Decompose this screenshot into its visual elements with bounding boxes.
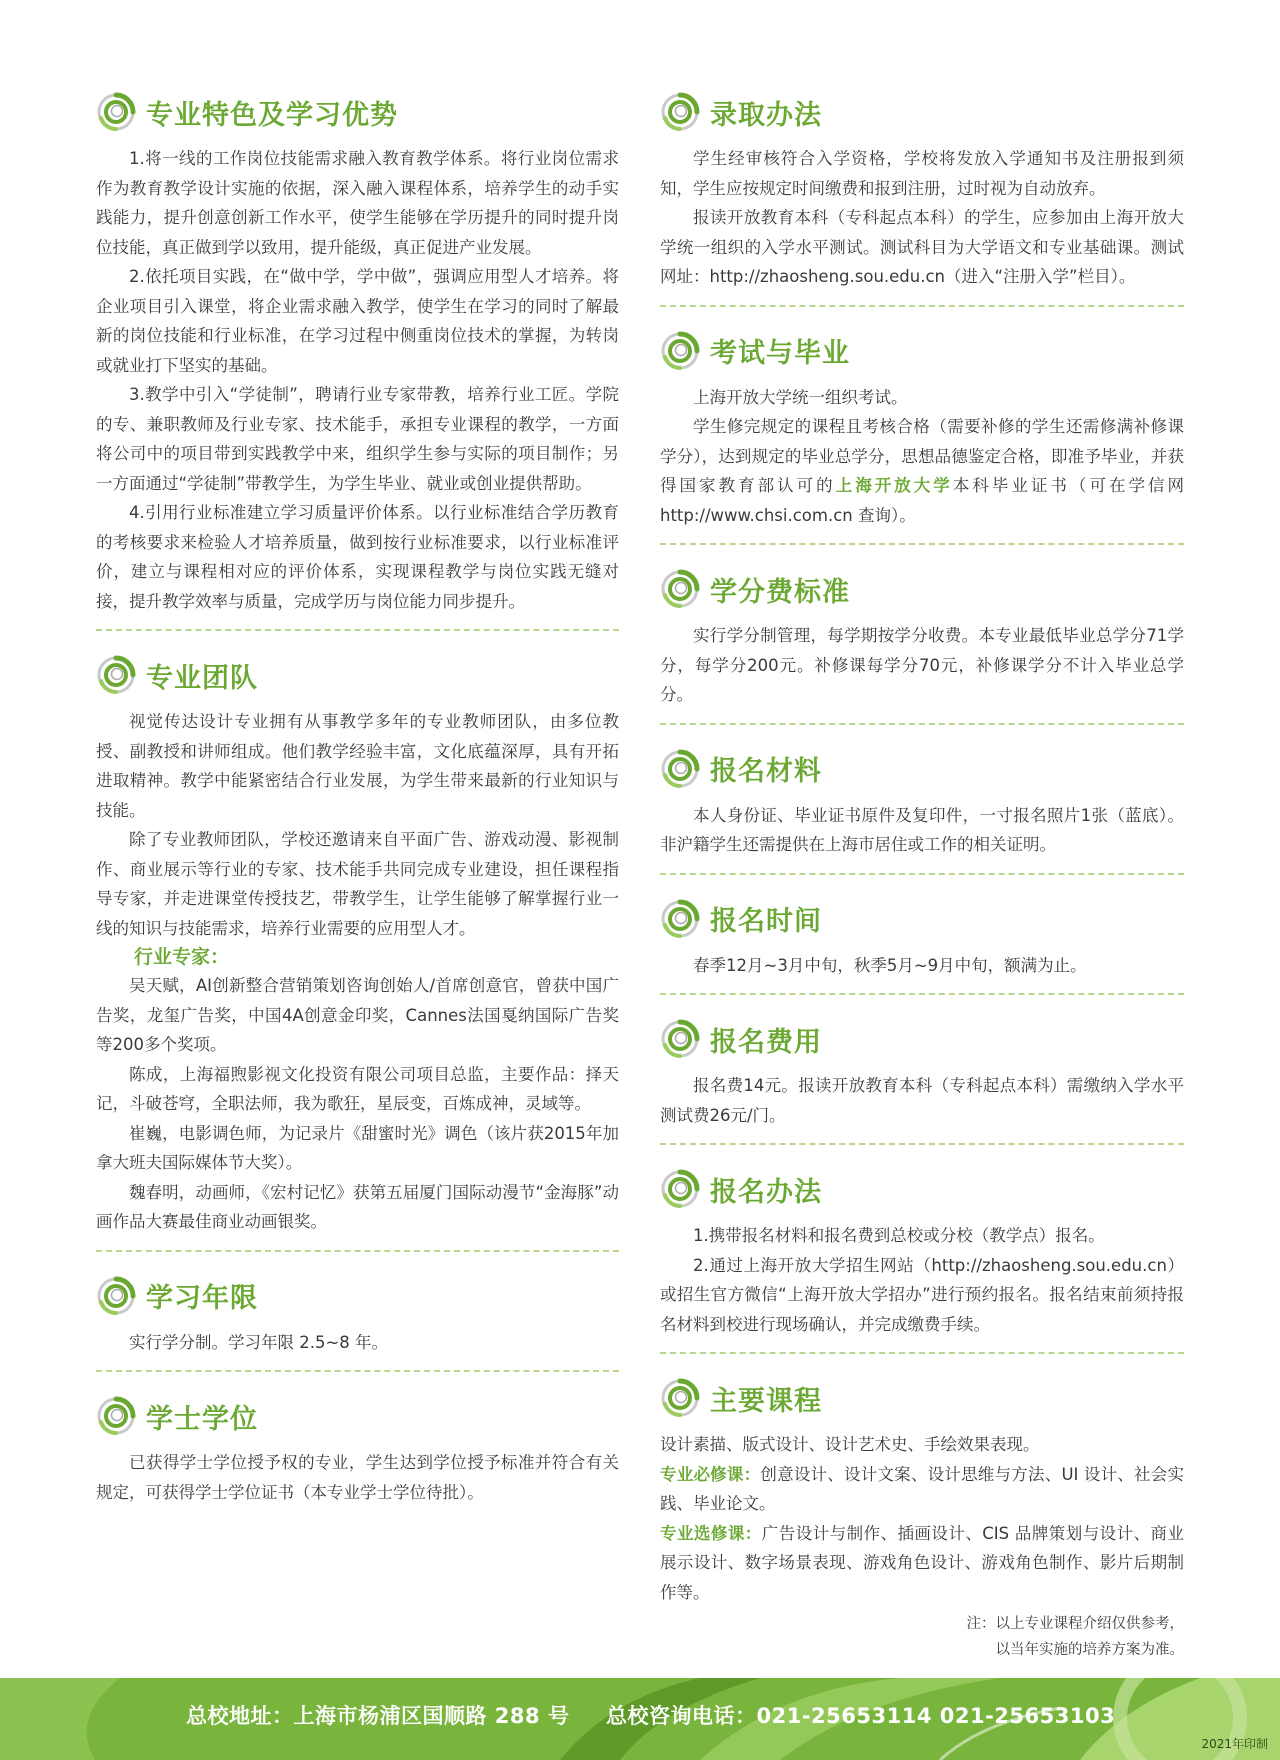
paragraph: 除了专业教师团队，学校还邀请来自平面广告、游戏动漫、影视制作、商业展示等行业的专家、技术能手共同完成专业建设，担任课程指导专家，并走进课堂传授技艺，带教学生，让学生能够了解掌握行业一线的知识与技能需求，培养行业需要的应用型人才。 (96, 830, 619, 938)
paragraph: 本人身份证、毕业证书原件及复印件，一寸报名照片1张（蓝底）。非沪籍学生还需提供在上海市居住或工作的相关证明。 (660, 805, 1184, 854)
expert-item: 吴天赋，AI创新整合营销策划咨询创始人/首席创意官，曾获中国广告奖，龙玺广告奖，中国4A创意金印奖，Cannes法国戛纳国际广告奖等200多个奖项。 (96, 976, 619, 1054)
print-year: 2021年印制 (1201, 1737, 1268, 1751)
paragraph: 已获得学士学位授予权的专业，学生达到学位授予标准并符合有关规定，可获得学士学位证书（本专业学士学位待批）。 (96, 1453, 619, 1502)
green-swirl-icon (660, 1019, 700, 1059)
green-swirl-icon (96, 655, 136, 695)
highlight-university: 上海开放大学 (835, 476, 953, 495)
section-title: 主要课程 (710, 1385, 822, 1417)
dashed-divider (660, 543, 1184, 545)
course-note (660, 1611, 1184, 1663)
section-header (660, 743, 1184, 795)
dashed-divider (660, 873, 1184, 875)
section-title: 学士学位 (146, 1403, 258, 1435)
section-materials (660, 743, 1184, 860)
section-header (660, 563, 1184, 615)
green-swirl-icon (96, 92, 136, 132)
section-admission (660, 86, 1184, 292)
paragraph (660, 412, 1184, 530)
dashed-divider (96, 1370, 619, 1372)
green-swirl-icon (660, 1378, 700, 1418)
section-title: 录取办法 (710, 99, 822, 131)
note-line: 以当年实施的培养方案为准。 (995, 1642, 1184, 1658)
note-line: 注：以上专业课程介绍仅供参考， (966, 1616, 1184, 1632)
section-team (96, 649, 619, 1237)
school-address: 总校地址：上海市杨浦区国顺路 288 号 (186, 1704, 570, 1728)
section-title: 专业特色及学习优势 (146, 99, 398, 131)
section-title: 报名办法 (710, 1176, 822, 1208)
paragraph: 春季12月~3月中旬，秋季5月~9月中旬，额满为止。 (693, 955, 1087, 975)
section-header (96, 649, 619, 701)
required-courses-text: 创意设计、设计文案、设计思维与方法、UI 设计、社会实践、毕业论文。 (660, 1464, 1184, 1513)
section-credit-fee (660, 563, 1184, 710)
section-header (660, 325, 1184, 377)
dashed-divider (660, 1352, 1184, 1354)
section-title: 报名费用 (710, 1026, 822, 1058)
expert-item: 陈成，上海福煦影视文化投资有限公司项目总监，主要作品：择天记，斗破苍穹，全职法师，我为歌狂，星辰变，百炼成神，灵域等。 (96, 1064, 619, 1113)
right-column (660, 86, 1184, 1663)
elective-courses (660, 1519, 1184, 1608)
required-courses (660, 1460, 1184, 1519)
section-degree (96, 1390, 619, 1507)
footer-bar (0, 1678, 1280, 1760)
section-title: 学分费标准 (710, 576, 850, 608)
paragraph: 报读开放教育本科（专科起点本科）的学生，应参加由上海开放大学统一组织的入学水平测试。测试科目为大学语文和专业基础课。测试网址：http://zhaosheng.sou.edu.cn（进入“注册入学”栏目）。 (660, 208, 1184, 286)
green-swirl-icon (660, 749, 700, 789)
experts-heading: 行业专家： (134, 946, 230, 968)
dashed-divider (660, 723, 1184, 725)
paragraph: 1.将一线的工作岗位技能需求融入教育教学体系。将行业岗位需求作为教育教学设计实施的依据，深入融入课程体系，培养学生的动手实践能力，提升创意创新工作水平，使学生能够在学历提升的同时提升岗位技能，真正做到学以致用，提升能级，真正促进产业发展。 (96, 149, 619, 257)
section-registration-fee (660, 1013, 1184, 1130)
dashed-divider (96, 629, 619, 631)
section-registration-method (660, 1163, 1184, 1339)
section-title: 报名时间 (710, 906, 822, 937)
section-header (660, 1163, 1184, 1215)
green-swirl-icon (96, 1276, 136, 1316)
elective-courses-text: 广告设计与制作、插画设计、CIS 品牌策划与设计、商业展示设计、数字场景表现、游戏角色设计、游戏角色制作、影片后期制作等。 (660, 1523, 1185, 1602)
dashed-divider (660, 305, 1184, 307)
text-run: 本科毕业证书（可在学信网 http://www.chsi.com.cn 查询）。 (660, 476, 1185, 525)
left-column (96, 86, 619, 1507)
paragraph: 设计素描、版式设计、设计艺术史、手绘效果表现。 (660, 1435, 1040, 1454)
green-swirl-icon (660, 92, 700, 132)
green-swirl-icon (660, 569, 700, 609)
section-duration (96, 1270, 619, 1358)
section-main-courses (660, 1372, 1184, 1663)
paragraph: 2.通过上海开放大学招生网站（http://zhaosheng.sou.edu.cn）或招生官方微信“上海开放大学招办”进行预约报名。报名结束前须持报名材料到校进行现场确认，并完成缴费手续。 (660, 1255, 1184, 1334)
required-courses-label: 专业必修课： (660, 1464, 761, 1484)
paragraph: 1.携带报名材料和报名费到总校或分校（教学点）报名。 (693, 1226, 1105, 1245)
elective-courses-label: 专业选修课： (660, 1523, 762, 1543)
expert-item: 崔巍，电影调色师，为记录片《甜蜜时光》调色（该片获2015年加拿大班夫国际媒体节大奖）。 (96, 1123, 619, 1172)
green-swirl-icon (660, 331, 700, 371)
paragraph: 4.引用行业标准建立学习质量评价体系。以行业标准结合学历教育的考核要求来检验人才培养质量，做到按行业标准要求，以行业标准评价，建立与课程相对应的评价体系，实现课程教学与岗位实践无缝对接，提升教学效率与质量，完成学历与岗位能力同步提升。 (96, 503, 619, 611)
expert-item: 魏春明，动画师，《宏村记忆》获第五届厦门国际动漫节“金海豚”动画作品大赛最佳商业动画银奖。 (96, 1182, 619, 1231)
section-header (660, 1372, 1184, 1424)
section-header (660, 893, 1184, 945)
paragraph: 3.教学中引入“学徒制”，聘请行业专家带教，培养行业工匠。学院的专、兼职教师及行业专家、技术能手，承担专业课程的教学，一方面将公司中的项目带到实践教学中来，组织学生参与实际的项目制作；另一方面通过“学徒制”带教学生，为学生毕业、就业或创业提供帮助。 (96, 385, 619, 493)
section-header (96, 1270, 619, 1322)
green-swirl-icon (660, 1169, 700, 1209)
paragraph: 上海开放大学统一组织考试。 (693, 387, 908, 407)
section-title: 报名材料 (710, 756, 822, 787)
section-header (660, 1013, 1184, 1065)
section-title: 专业团队 (146, 662, 258, 694)
section-title: 学习年限 (146, 1283, 258, 1314)
green-swirl-icon (96, 1396, 136, 1436)
section-registration-time (660, 893, 1184, 981)
section-exam-graduation (660, 325, 1184, 531)
green-swirl-icon (660, 899, 700, 939)
paragraph: 2.依托项目实践，在“做中学，学中做”，强调应用型人才培养。将企业项目引入课堂，将企业需求融入教学，使学生在学习的同时了解最新的岗位技能和行业标准，在学习过程中侧重岗位技术的掌握，为转岗或就业打下坚实的基础。 (96, 267, 619, 375)
section-features (96, 86, 619, 616)
paragraph: 实行学分制。学习年限 2.5~8 年。 (129, 1332, 389, 1352)
school-phone: 总校咨询电话：021-25653114 021-25653103 (606, 1704, 1116, 1728)
dashed-divider (660, 993, 1184, 995)
paragraph: 视觉传达设计专业拥有从事教学多年的专业教师团队，由多位教授、副教授和讲师组成。他们教学经验丰富，文化底蕴深厚，具有开拓进取精神。教学中能紧密结合行业发展，为学生带来最新的行业知识与技能。 (96, 712, 619, 820)
dashed-divider (96, 1250, 619, 1252)
dashed-divider (660, 1143, 1184, 1145)
section-title: 考试与毕业 (710, 338, 850, 369)
paragraph: 报名费14元。报读开放教育本科（专科起点本科）需缴纳入学水平测试费26元/门。 (660, 1076, 1184, 1125)
paragraph: 实行学分制管理，每学期按学分收费。本专业最低毕业总学分71学分，每学分200元。补修课每学分70元，补修课学分不计入毕业总学分。 (660, 626, 1184, 704)
paragraph: 学生经审核符合入学资格，学校将发放入学通知书及注册报到须知，学生应按规定时间缴费和报到注册，过时视为自动放弃。 (660, 149, 1184, 198)
section-header (660, 86, 1184, 138)
section-header (96, 86, 619, 138)
section-header (96, 1390, 619, 1442)
text-run: 学生修完规定的课程且考核合格（需要补修的学生还需修满补修课学分），达到规定的毕业总学分，思想品德鉴定合格，即准予毕业，并获得国家教育部认可的 (660, 417, 1184, 495)
